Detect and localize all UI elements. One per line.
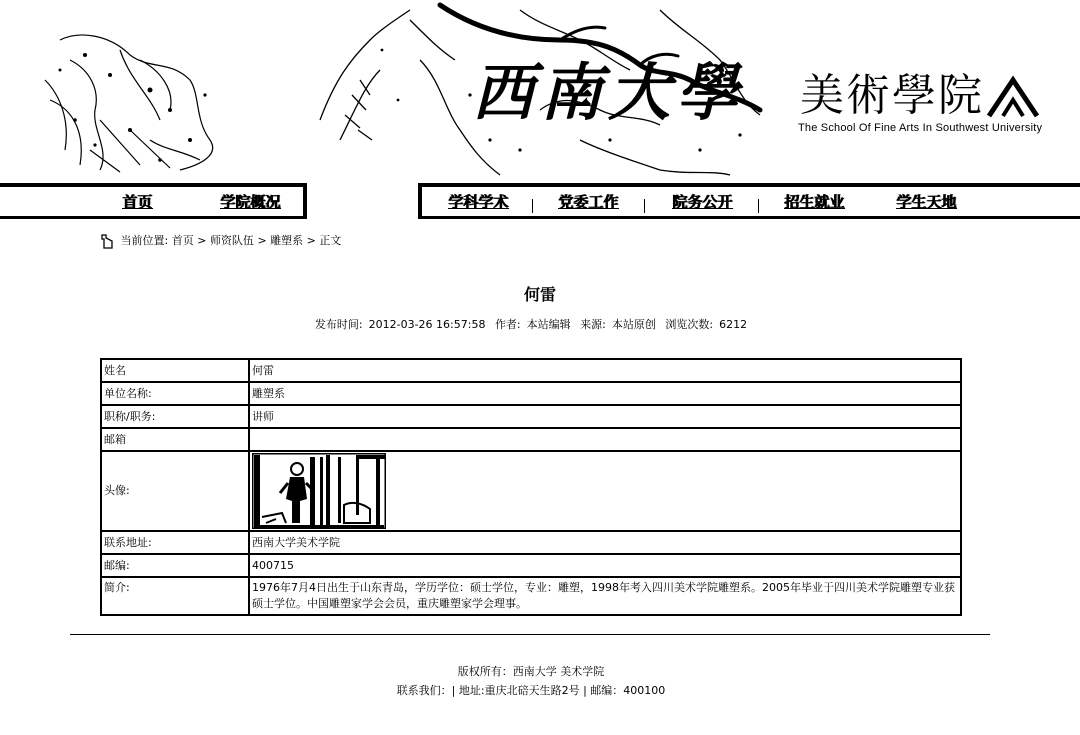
breadcrumb	[100, 233, 341, 249]
breadcrumb-prefix: 当前位置:	[120, 234, 169, 247]
title-label: 职称/职务:	[101, 405, 249, 428]
table-row	[101, 428, 961, 451]
publish-label: 发布时间:	[314, 318, 363, 331]
nav-academics[interactable]: 学科学术	[448, 193, 509, 211]
main-nav-left	[0, 183, 307, 219]
table-row	[101, 451, 961, 531]
main-nav-right	[418, 183, 1080, 219]
author-label: 作者:	[494, 318, 521, 331]
pointing-hand-icon	[100, 233, 114, 249]
table-row	[101, 382, 961, 405]
breadcrumb-current: 正文	[319, 234, 342, 247]
table-row	[101, 405, 961, 428]
view-count: 6212	[719, 318, 748, 331]
address-label: 联系地址:	[101, 531, 249, 554]
views-label: 浏览次数:	[665, 318, 714, 331]
university-name-calligraphy: 西南大學	[472, 56, 745, 129]
footer-divider	[70, 634, 990, 635]
email-label: 邮箱	[101, 428, 249, 451]
author: 本站编辑	[526, 318, 571, 331]
nav-about[interactable]: 学院概况	[220, 193, 281, 211]
postcode-value: 400715	[249, 554, 961, 577]
profile-photo	[252, 453, 386, 529]
article-meta	[0, 316, 1062, 332]
footer-copyright: 版权所有：西南大学 美术学院	[457, 665, 605, 678]
nav-admissions[interactable]: 招生就业	[784, 193, 845, 211]
nav-divider	[644, 199, 645, 213]
nav-home[interactable]: 首页	[122, 193, 153, 211]
postcode-label: 邮编:	[101, 554, 249, 577]
bio-value: 1976年7月4日出生于山东青岛，学历学位：硕士学位，专业：雕塑，1998年考入四川美术学院雕塑系。2005年毕业于四川美术学院雕塑专业获硕士学位。中国雕塑家学会会员，重庆雕塑家学会理事。	[249, 577, 961, 615]
school-name-seal-script: 美術學院	[800, 70, 984, 121]
breadcrumb-home[interactable]: 首页	[171, 234, 194, 247]
breadcrumb-faculty[interactable]: 师资队伍	[209, 234, 254, 247]
unit-label: 单位名称:	[101, 382, 249, 405]
breadcrumb-sculpture-dept[interactable]: 雕塑系	[270, 234, 304, 247]
table-row	[101, 554, 961, 577]
name-label: 姓名	[101, 359, 249, 382]
nav-divider	[758, 199, 759, 213]
name-value: 何雷	[249, 359, 961, 382]
profile-table	[100, 358, 962, 616]
table-row	[101, 359, 961, 382]
breadcrumb-separator: >	[197, 234, 207, 247]
source-label: 来源:	[580, 318, 606, 331]
unit-value: 雕塑系	[249, 382, 961, 405]
title-value: 讲师	[249, 405, 961, 428]
publish-time: 2012-03-26 16:57:58	[368, 318, 486, 331]
photo-cell	[249, 451, 961, 531]
breadcrumb-separator: >	[306, 234, 316, 247]
address-value: 西南大学美术学院	[249, 531, 961, 554]
nav-student-life[interactable]: 学生天地	[896, 193, 957, 211]
nav-public-affairs[interactable]: 院务公开	[672, 193, 733, 211]
breadcrumb-separator: >	[257, 234, 267, 247]
nav-divider	[532, 199, 533, 213]
bio-label: 简介:	[101, 577, 249, 615]
table-row	[101, 531, 961, 554]
school-logo-icon	[985, 74, 1041, 120]
source: 本站原创	[611, 318, 656, 331]
nav-party-affairs[interactable]: 党委工作	[558, 193, 619, 211]
table-row	[101, 577, 961, 615]
photo-label: 头像:	[101, 451, 249, 531]
footer-contact: 联系我们：| 地址:重庆北碚天生路2号 | 邮编：400100	[396, 684, 666, 697]
page-title: 何雷	[523, 285, 556, 304]
header-banner	[0, 0, 1080, 185]
school-name-english: The School Of Fine Arts In Southwest University	[798, 122, 1043, 134]
email-value	[249, 428, 961, 451]
